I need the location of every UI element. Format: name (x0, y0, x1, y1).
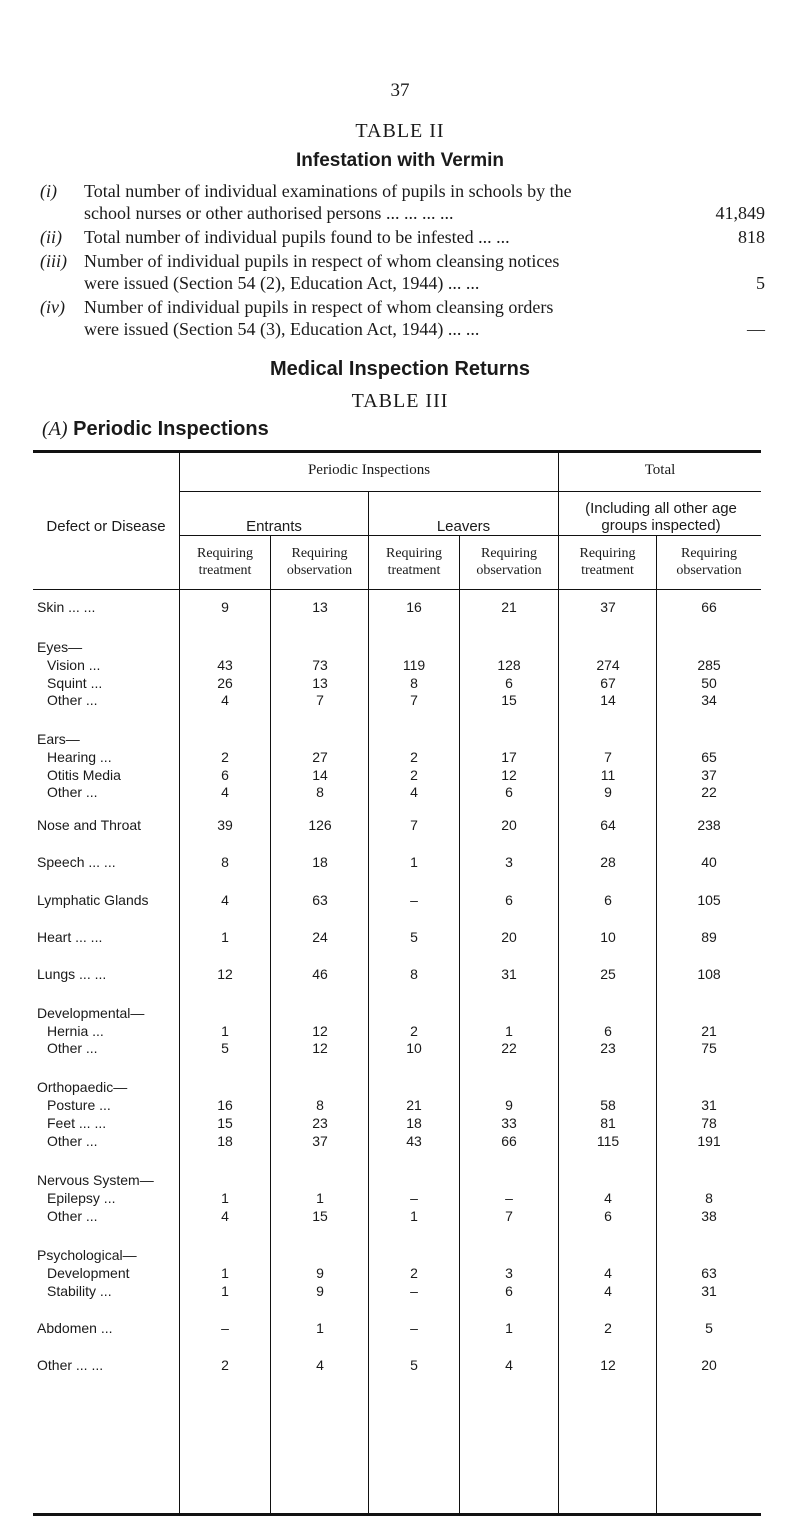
item-text (84, 226, 664, 248)
table-cell: 7 (316, 692, 324, 708)
table-cell: – (410, 1320, 418, 1336)
row-label: Stability ... (47, 1283, 112, 1299)
row-label: Squint ... (47, 675, 103, 691)
table-cell: 31 (501, 966, 517, 982)
table-cell: 40 (701, 854, 717, 870)
row-label: Other ... (47, 1040, 98, 1056)
row-label: Vision ... (47, 657, 101, 673)
table-cell: 13 (312, 675, 328, 691)
item-text (84, 250, 664, 294)
header-rule-1 (180, 491, 761, 492)
row-label: Other ... (47, 1208, 98, 1224)
table-cell: 126 (308, 817, 332, 833)
table-cell: 12 (312, 1023, 328, 1039)
table-cell: 4 (505, 1357, 513, 1373)
header-rule-2 (180, 535, 761, 536)
table-cell: 16 (406, 599, 422, 615)
table-cell: 4 (604, 1283, 612, 1299)
table-cell: 20 (701, 1357, 717, 1373)
table-cell: 25 (600, 966, 616, 982)
table-cell: 10 (600, 929, 616, 945)
item-number: (iv) (40, 297, 65, 317)
item-number: (ii) (40, 227, 62, 247)
table-cell: 33 (501, 1115, 517, 1131)
table-cell: 18 (312, 854, 328, 870)
table-cell: 81 (600, 1115, 616, 1131)
table-cell: 66 (701, 599, 717, 615)
col-divider-6 (656, 535, 657, 1513)
table-cell: 274 (596, 657, 620, 673)
infestation-item (40, 250, 765, 294)
table-cell: 4 (410, 784, 418, 800)
table-cell: 4 (604, 1265, 612, 1281)
item-line: Number of individual pupils in respect of whom cleansing orders (84, 297, 554, 317)
row-label: Other ... ... (37, 1357, 104, 1373)
table-cell: 5 (410, 1357, 418, 1373)
table-cell: 1 (221, 929, 229, 945)
table-cell: 15 (217, 1115, 233, 1131)
table-cell: 14 (312, 767, 328, 783)
page-number: 37 (390, 80, 410, 101)
table-cell: 14 (600, 692, 616, 708)
table-cell: 119 (402, 657, 426, 673)
table-cell: 22 (701, 784, 717, 800)
table-cell: 1 (316, 1190, 324, 1206)
item-value: 818 (738, 227, 765, 247)
header-leavers-treatment: Requiring treatment (386, 546, 442, 578)
row-label: Hernia ... (47, 1023, 104, 1039)
table-cell: 26 (217, 675, 233, 691)
item-line: Total number of individual pupils found to be infested ... ... (84, 227, 510, 247)
infestation-list (40, 180, 765, 342)
table-cell: 9 (221, 599, 229, 615)
table-cell: – (410, 1283, 418, 1299)
table-cell: 1 (221, 1265, 229, 1281)
table-cell: 115 (596, 1133, 620, 1149)
table-cell: 27 (312, 749, 328, 765)
row-label: Heart ... ... (37, 929, 103, 945)
row-label: Other ... (47, 692, 98, 708)
row-label: Speech ... ... (37, 854, 116, 870)
infestation-item (40, 226, 765, 248)
header-bottom-rule (33, 589, 761, 590)
table-cell: 16 (217, 1097, 233, 1113)
table-cell: 6 (505, 1283, 513, 1299)
table-cell: 8 (221, 854, 229, 870)
table-cell: 6 (604, 892, 612, 908)
table-cell: 18 (406, 1115, 422, 1131)
table-cell: 7 (505, 1208, 513, 1224)
table-cell: 191 (697, 1133, 721, 1149)
table-cell: 34 (701, 692, 717, 708)
header-total-observation: Requiring observation (676, 546, 742, 578)
table-cell: 24 (312, 929, 328, 945)
table-cell: – (410, 1190, 418, 1206)
table-cell: 9 (316, 1265, 324, 1281)
header-entrants-observation: Requiring observation (286, 546, 353, 578)
row-label: Other ... (47, 784, 98, 800)
row-label: Feet ... ... (47, 1115, 107, 1131)
table-cell: 63 (312, 892, 328, 908)
table-cell: 23 (600, 1040, 616, 1056)
table-cell: 2 (410, 1265, 418, 1281)
table-cell: 7 (410, 692, 418, 708)
table-cell: 46 (312, 966, 328, 982)
table-cell: 7 (604, 749, 612, 765)
section-heading: Medical Inspection Returns (269, 358, 531, 380)
table-cell: 20 (501, 929, 517, 945)
table-cell: 9 (604, 784, 612, 800)
table-cell: 43 (406, 1133, 422, 1149)
infestation-item (40, 296, 765, 340)
col-divider-1 (179, 453, 180, 1513)
table-cell: – (505, 1190, 513, 1206)
row-label: Lymphatic Glands (37, 892, 149, 908)
table-cell: 31 (701, 1097, 717, 1113)
table-cell: 6 (221, 767, 229, 783)
col-divider-4 (459, 535, 460, 1513)
item-text (84, 180, 664, 224)
table-cell: 15 (501, 692, 517, 708)
col-divider-3 (368, 492, 369, 1513)
table-cell: 2 (221, 749, 229, 765)
table-cell: 9 (505, 1097, 513, 1113)
table-cell: 1 (505, 1023, 513, 1039)
header-total-treatment: Requiring treatment (579, 546, 636, 578)
table-cell: 8 (316, 784, 324, 800)
table-cell: 105 (697, 892, 721, 908)
table2-title: TABLE II (355, 120, 445, 142)
table-cell: 4 (221, 784, 229, 800)
item-line: were issued (Section 54 (3), Education Act, 1944) ... ... (84, 319, 480, 339)
row-label: Other ... (47, 1133, 98, 1149)
table-cell: 4 (221, 1208, 229, 1224)
item-number: (i) (40, 181, 57, 201)
table-cell: 285 (697, 657, 721, 673)
row-label: Nose and Throat (37, 817, 142, 833)
table-cell: 1 (221, 1190, 229, 1206)
header-entrants-treatment: Requiring treatment (197, 546, 253, 578)
table-cell: 12 (600, 1357, 616, 1373)
table3-title: TABLE III (351, 390, 449, 412)
table-cell: 8 (316, 1097, 324, 1113)
table-cell: 38 (701, 1208, 717, 1224)
header-total: Total (644, 462, 676, 478)
row-label: Lungs ... ... (37, 966, 107, 982)
header-leavers: Leavers (436, 518, 491, 535)
row-label: Abdomen ... (37, 1320, 113, 1336)
row-group-label: Developmental— (37, 1005, 145, 1021)
row-label: Epilepsy ... (47, 1190, 116, 1206)
table-cell: 1 (410, 1208, 418, 1224)
table-cell: 37 (312, 1133, 328, 1149)
table-cell: 89 (701, 929, 717, 945)
item-text (84, 296, 664, 340)
header-including: (Including all other age groups inspected) (585, 500, 737, 534)
row-label: Development (47, 1265, 130, 1281)
item-value: 41,849 (715, 203, 765, 223)
table-cell: 2 (604, 1320, 612, 1336)
table-cell: 39 (217, 817, 233, 833)
table-cell: 12 (501, 767, 517, 783)
table-bottom-rule (33, 1513, 761, 1516)
table-cell: 75 (701, 1040, 717, 1056)
table-cell: 17 (501, 749, 517, 765)
table-cell: 238 (697, 817, 721, 833)
table-cell: – (221, 1320, 229, 1336)
table-cell: 1 (410, 854, 418, 870)
table-cell: 11 (600, 767, 616, 783)
item-line: Total number of individual examinations of pupils in schools by the (84, 181, 572, 201)
table-cell: 2 (410, 767, 418, 783)
table-cell: 1 (221, 1023, 229, 1039)
table-cell: 18 (217, 1133, 233, 1149)
table-cell: 1 (316, 1320, 324, 1336)
table-cell: 21 (701, 1023, 717, 1039)
table-cell: 1 (505, 1320, 513, 1336)
table-cell: 6 (505, 675, 513, 691)
table-cell: – (410, 892, 418, 908)
table-cell: 9 (316, 1283, 324, 1299)
table-cell: 43 (217, 657, 233, 673)
table-cell: 4 (221, 892, 229, 908)
table-cell: 13 (312, 599, 328, 615)
section-a-label: (A) (42, 418, 68, 440)
header-entrants: Entrants (246, 518, 302, 535)
table-cell: 31 (701, 1283, 717, 1299)
table-cell: 64 (600, 817, 616, 833)
table-cell: 12 (217, 966, 233, 982)
table-cell: 50 (701, 675, 717, 691)
table-cell: 4 (316, 1357, 324, 1373)
table-cell: 7 (410, 817, 418, 833)
row-label: Posture ... (47, 1097, 111, 1113)
item-value: 5 (756, 273, 765, 293)
table-cell: 23 (312, 1115, 328, 1131)
table-cell: 10 (406, 1040, 422, 1056)
table-cell: 8 (410, 966, 418, 982)
table-cell: 3 (505, 854, 513, 870)
table-cell: 78 (701, 1115, 717, 1131)
table-cell: 5 (705, 1320, 713, 1336)
infestation-item (40, 180, 765, 224)
table-cell: 2 (410, 749, 418, 765)
row-group-label: Eyes— (37, 639, 83, 655)
table-cell: 21 (406, 1097, 422, 1113)
row-group-label: Nervous System— (37, 1172, 154, 1188)
section-a-title (42, 418, 269, 441)
table-cell: 1 (221, 1283, 229, 1299)
table-top-rule (33, 450, 761, 453)
table-cell: 12 (312, 1040, 328, 1056)
table-cell: 28 (600, 854, 616, 870)
item-number: (iii) (40, 251, 67, 271)
header-periodic: Periodic Inspections (307, 462, 431, 478)
table-cell: 20 (501, 817, 517, 833)
table-cell: 37 (701, 767, 717, 783)
col-divider-2 (270, 535, 271, 1513)
table-cell: 65 (701, 749, 717, 765)
row-group-label: Orthopaedic— (37, 1079, 128, 1095)
table-cell: 37 (600, 599, 616, 615)
table-cell: 21 (501, 599, 517, 615)
table-cell: 67 (600, 675, 616, 691)
row-group-label: Psychological— (37, 1247, 137, 1263)
table-cell: 6 (604, 1208, 612, 1224)
item-line: school nurses or other authorised persons ... ... ... ... (84, 203, 454, 223)
header-defect: Defect or Disease (46, 518, 166, 535)
table-cell: 4 (221, 692, 229, 708)
header-leavers-observation: Requiring observation (476, 546, 542, 578)
table-cell: 58 (600, 1097, 616, 1113)
table-cell: 108 (697, 966, 721, 982)
table-cell: 73 (312, 657, 328, 673)
row-group-label: Ears— (37, 731, 80, 747)
item-value: — (747, 319, 765, 339)
table-cell: 3 (505, 1265, 513, 1281)
row-label: Skin ... ... (37, 599, 96, 615)
table-cell: 22 (501, 1040, 517, 1056)
table-cell: 8 (410, 675, 418, 691)
item-line: Number of individual pupils in respect of whom cleansing notices (84, 251, 560, 271)
table-cell: 15 (312, 1208, 328, 1224)
row-label: Otitis Media (47, 767, 121, 783)
periodic-inspections-table (33, 450, 761, 1530)
table-cell: 6 (604, 1023, 612, 1039)
table-cell: 63 (701, 1265, 717, 1281)
table-cell: 5 (410, 929, 418, 945)
table-cell: 2 (410, 1023, 418, 1039)
table-cell: 128 (497, 657, 521, 673)
table-cell: 6 (505, 784, 513, 800)
table-cell: 66 (501, 1133, 517, 1149)
table-cell: 4 (604, 1190, 612, 1206)
item-line: were issued (Section 54 (2), Education Act, 1944) ... ... (84, 273, 480, 293)
table-cell: 5 (221, 1040, 229, 1056)
table-cell: 8 (705, 1190, 713, 1206)
row-label: Hearing ... (47, 749, 112, 765)
section-a-text: Periodic Inspections (73, 418, 269, 440)
table-cell: 2 (221, 1357, 229, 1373)
table-cell: 6 (505, 892, 513, 908)
table2-subtitle: Infestation with Vermin (296, 150, 504, 171)
col-divider-5 (558, 453, 559, 1513)
